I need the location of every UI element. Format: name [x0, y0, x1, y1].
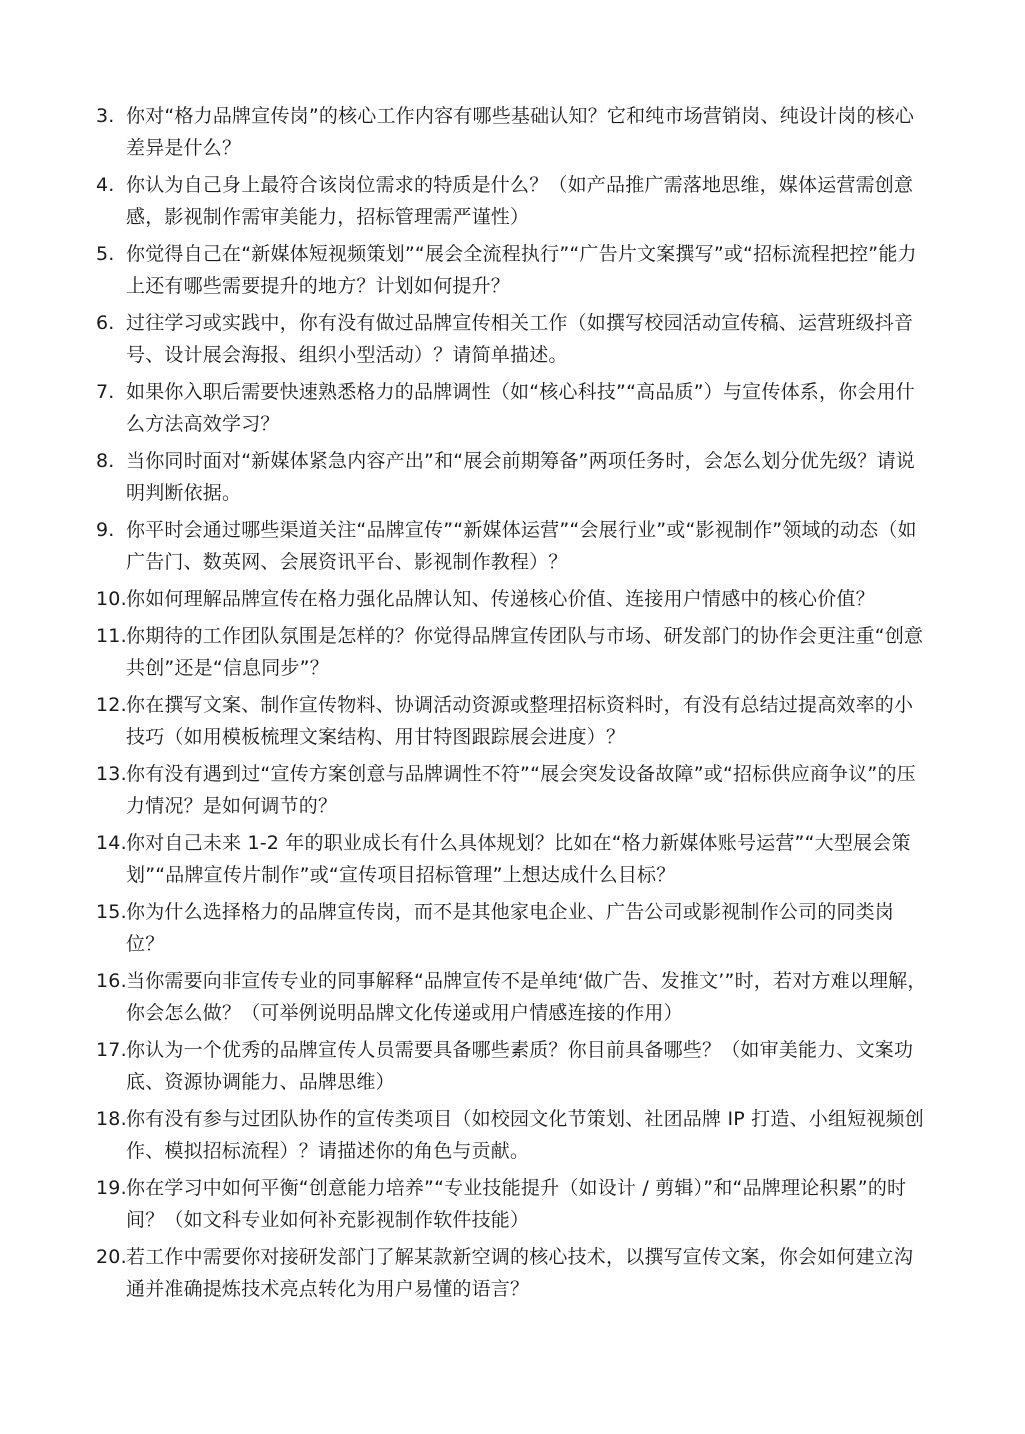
question-number: 20.: [96, 1246, 127, 1268]
question-item: [96, 1241, 930, 1305]
question-text: 你为什么选择格力的品牌宣传岗，而不是其他家电企业、广告公司或影视制作公司的同类岗位？: [126, 901, 895, 955]
question-item: [96, 1172, 930, 1236]
question-text: 若工作中需要你对接研发部门了解某款新空调的核心技术，以撰写宣传文案，你会如何建立沟通并准确提炼技术亮点转化为用户易懂的语言？: [126, 1246, 914, 1300]
question-item: [96, 445, 930, 509]
question-text: 如果你入职后需要快速熟悉格力的品牌调性（如“核心科技”“高品质”）与宣传体系，你会用什么方法高效学习？: [126, 381, 915, 435]
question-number: 7.: [96, 381, 115, 403]
question-number: 9.: [96, 519, 115, 541]
question-number: 3.: [96, 105, 115, 127]
question-item: [96, 1034, 930, 1098]
question-text: 你平时会通过哪些渠道关注“品牌宣传”“新媒体运营”“会展行业”或“影视制作”领域的动态（如广告门、数英网、会展资讯平台、影视制作教程）？: [126, 519, 917, 573]
question-text: 当你同时面对“新媒体紧急内容产出”和“展会前期筹备”两项任务时，会怎么划分优先级？请说明判断依据。: [126, 450, 915, 504]
question-text: 你对“格力品牌宣传岗”的核心工作内容有哪些基础认知？它和纯市场营销岗、纯设计岗的核心差异是什么？: [126, 105, 915, 159]
question-text: 你如何理解品牌宣传在格力强化品牌认知、传递核心价值、连接用户情感中的核心价值？: [126, 588, 875, 610]
question-number: 16.: [96, 970, 127, 992]
question-item: [96, 583, 930, 615]
question-text: 你有没有遇到过“宣传方案创意与品牌调性不符”“展会突发设备故障”或“招标供应商争议”的压力情况？是如何调节的？: [126, 763, 916, 817]
question-text: 你有没有参与过团队协作的宣传类项目（如校园文化节策划、社团品牌 IP 打造、小组短视频创作、模拟招标流程）？请描述你的角色与贡献。: [126, 1108, 924, 1162]
question-number: 8.: [96, 450, 115, 472]
question-number: 10.: [96, 588, 127, 610]
question-text: 当你需要向非宣传专业的同事解释“品牌宣传不是单纯‘做广告、发推文’”时，若对方难以理解，你会怎么做？（可举例说明品牌文化传递或用户情感连接的作用）: [126, 970, 927, 1024]
question-text: 你认为自己身上最符合该岗位需求的特质是什么？（如产品推广需落地思维，媒体运营需创意感，影视制作需审美能力，招标管理需严谨性）: [126, 174, 914, 228]
question-number: 13.: [96, 763, 127, 785]
question-number: 11.: [96, 625, 127, 647]
question-item: [96, 169, 930, 233]
question-item: [96, 514, 930, 578]
question-number: 5.: [96, 243, 115, 265]
question-number: 19.: [96, 1177, 127, 1199]
question-item: [96, 620, 930, 684]
question-text: 你觉得自己在“新媒体短视频策划”“展会全流程执行”“广告片文案撰写”或“招标流程把控”能力上还有哪些需要提升的地方？计划如何提升？: [126, 243, 917, 297]
question-text: 你期待的工作团队氛围是怎样的？你觉得品牌宣传团队与市场、研发部门的协作会更注重“创意共创”还是“信息同步”？: [126, 625, 924, 679]
question-number: 15.: [96, 901, 127, 923]
question-item: [96, 896, 930, 960]
question-item: [96, 689, 930, 753]
question-item: [96, 827, 930, 891]
question-item: [96, 307, 930, 371]
question-text: 你对自己未来 1-2 年的职业成长有什么具体规划？比如在“格力新媒体账号运营”“大型展会策划”“品牌宣传片制作”或“宣传项目招标管理”上想达成什么目标？: [126, 832, 911, 886]
question-text: 你在撰写文案、制作宣传物料、协调活动资源或整理招标资料时，有没有总结过提高效率的小技巧（如用模板梳理文案结构、用甘特图跟踪展会进度）？: [126, 694, 914, 748]
question-list: [96, 100, 930, 1310]
question-number: 17.: [96, 1039, 127, 1061]
question-item: [96, 1103, 930, 1167]
question-item: [96, 100, 930, 164]
question-number: 14.: [96, 832, 127, 854]
question-item: [96, 965, 930, 1029]
question-item: [96, 376, 930, 440]
question-text: 你认为一个优秀的品牌宣传人员需要具备哪些素质？你目前具备哪些？（如审美能力、文案功底、资源协调能力、品牌思维）: [126, 1039, 914, 1093]
question-text: 过往学习或实践中，你有没有做过品牌宣传相关工作（如撰写校园活动宣传稿、运营班级抖音号、设计展会海报、组织小型活动）？请简单描述。: [126, 312, 914, 366]
question-number: 6.: [96, 312, 115, 334]
question-item: [96, 758, 930, 822]
question-text: 你在学习中如何平衡“创意能力培养”“专业技能提升（如设计 / 剪辑）”和“品牌理论积累”的时间？（如文科专业如何补充影视制作软件技能）: [126, 1177, 907, 1231]
question-number: 12.: [96, 694, 127, 716]
question-item: [96, 238, 930, 302]
question-number: 18.: [96, 1108, 127, 1130]
question-number: 4.: [96, 174, 115, 196]
